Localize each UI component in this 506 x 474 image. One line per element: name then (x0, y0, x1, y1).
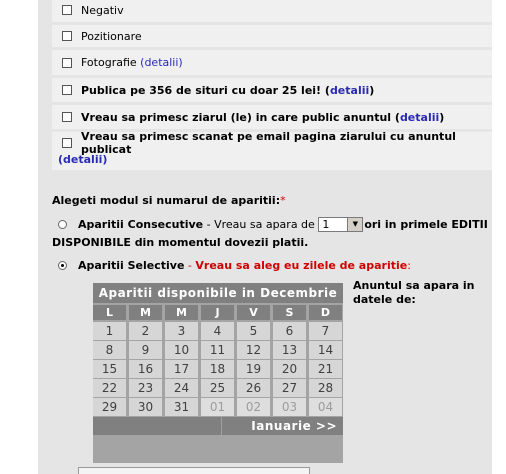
weekday-header: D (309, 305, 342, 320)
calendar-day[interactable]: 3 (165, 322, 198, 340)
mode-heading: Alegeti modul si numarul de aparitii:* (52, 194, 286, 207)
calendar-day[interactable]: 13 (273, 341, 306, 359)
option-pozitionare[interactable] (52, 25, 492, 47)
option-scanat-email[interactable] (52, 132, 492, 170)
calendar-day[interactable]: 17 (165, 360, 198, 378)
calendar-day[interactable]: 25 (201, 379, 234, 397)
calendar-day[interactable]: 2 (129, 322, 162, 340)
details-link[interactable]: (detalii) (140, 56, 183, 69)
option-publica-situri[interactable] (52, 78, 492, 102)
calendar-day[interactable]: 11 (201, 341, 234, 359)
consecutive-line2: DISPONIBILE din momentul dovezii platii. (52, 236, 309, 249)
details-link[interactable]: detalii (329, 83, 370, 97)
weekday-header: S (273, 305, 306, 320)
radio-consecutive[interactable] (58, 220, 67, 229)
option-label: Pozitionare (81, 29, 142, 43)
calendar-day[interactable]: 8 (93, 341, 126, 359)
radio-selective[interactable] (58, 261, 67, 270)
mode-selective-row (58, 256, 411, 274)
calendar-day[interactable]: 20 (273, 360, 306, 378)
option-label: Publica pe 356 de situri cu doar 25 lei! ( (81, 83, 330, 97)
calendar-day[interactable]: 27 (273, 379, 306, 397)
option-label: Vreau sa primesc scanat pe email pagina ziarului cu anuntul publicat (81, 130, 456, 156)
calendar-day-next-month[interactable]: 01 (201, 398, 234, 416)
text-field[interactable] (78, 467, 310, 474)
calendar-day[interactable]: 16 (129, 360, 162, 378)
appearance-count-select[interactable] (318, 217, 363, 232)
summary-line1: Anuntul sa apara in (353, 279, 475, 292)
option-fotografie[interactable] (52, 50, 492, 75)
weekday-header: L (93, 305, 126, 320)
calendar-day[interactable]: 21 (309, 360, 342, 378)
calendar-day-next-month[interactable]: 03 (273, 398, 306, 416)
consecutive-title: Aparitii Consecutive (78, 217, 204, 231)
details-link[interactable]: (detalii) (58, 153, 108, 166)
weekday-header: M (129, 305, 162, 320)
select-value: 1 (322, 217, 330, 231)
calendar-day[interactable]: 26 (237, 379, 270, 397)
calendar-day[interactable]: 10 (165, 341, 198, 359)
calendar-day[interactable]: 12 (237, 341, 270, 359)
consecutive-text: - Vreau sa apara de (203, 217, 319, 231)
option-label-tail: ) (369, 83, 375, 97)
calendar-day[interactable]: 5 (237, 322, 270, 340)
calendar-day[interactable]: 28 (309, 379, 342, 397)
calendar-footer (93, 417, 343, 435)
calendar-day[interactable]: 1 (93, 322, 126, 340)
calendar-day[interactable]: 19 (237, 360, 270, 378)
weekday-header: J (201, 305, 234, 320)
checkbox[interactable] (62, 138, 72, 148)
calendar-day[interactable]: 4 (201, 322, 234, 340)
calendar (93, 283, 343, 463)
next-month-button[interactable]: Ianuarie >> (221, 417, 343, 435)
details-link[interactable]: detalii (399, 110, 440, 124)
mode-consecutive-row (58, 215, 488, 233)
calendar-day[interactable]: 7 (309, 322, 342, 340)
selective-dash: - (184, 258, 196, 272)
calendar-day[interactable]: 31 (165, 398, 198, 416)
calendar-day-next-month[interactable]: 04 (309, 398, 342, 416)
weekday-header: V (237, 305, 270, 320)
order-options-panel (38, 0, 492, 474)
consecutive-text-after: ori in primele EDITII (364, 217, 488, 231)
selective-colon: : (407, 258, 411, 272)
selected-dates-summary (353, 279, 475, 307)
calendar-day[interactable]: 14 (309, 341, 342, 359)
checkbox[interactable] (62, 58, 72, 68)
calendar-day[interactable]: 6 (273, 322, 306, 340)
calendar-day[interactable]: 23 (129, 379, 162, 397)
required-mark: * (280, 194, 286, 207)
calendar-day[interactable]: 24 (165, 379, 198, 397)
calendar-day[interactable]: 22 (93, 379, 126, 397)
option-label: Vreau sa primesc ziarul (le) in care public anuntul ( (81, 110, 400, 124)
option-label: Fotografie (81, 56, 141, 69)
calendar-day[interactable]: 18 (201, 360, 234, 378)
chevron-down-icon[interactable]: ▼ (347, 218, 362, 231)
weekday-header: M (165, 305, 198, 320)
calendar-title: Aparitii disponibile in Decembrie (93, 283, 343, 303)
checkbox[interactable] (62, 112, 72, 122)
option-label-tail: ) (439, 110, 445, 124)
option-primesc-ziarul[interactable] (52, 105, 492, 129)
calendar-empty-area (93, 435, 343, 463)
calendar-day[interactable]: 29 (93, 398, 126, 416)
selective-text: Vreau sa aleg eu zilele de aparitie (195, 258, 408, 272)
selective-title: Aparitii Selective (78, 258, 185, 272)
calendar-day-next-month[interactable]: 02 (237, 398, 270, 416)
option-label: Negativ (81, 3, 124, 17)
calendar-day[interactable]: 15 (93, 360, 126, 378)
summary-line2: datele de: (353, 293, 416, 306)
calendar-day[interactable]: 9 (129, 341, 162, 359)
calendar-day[interactable]: 30 (129, 398, 162, 416)
checkbox[interactable] (62, 5, 72, 15)
option-negativ[interactable] (52, 0, 492, 22)
checkbox[interactable] (62, 31, 72, 41)
checkbox[interactable] (62, 85, 72, 95)
